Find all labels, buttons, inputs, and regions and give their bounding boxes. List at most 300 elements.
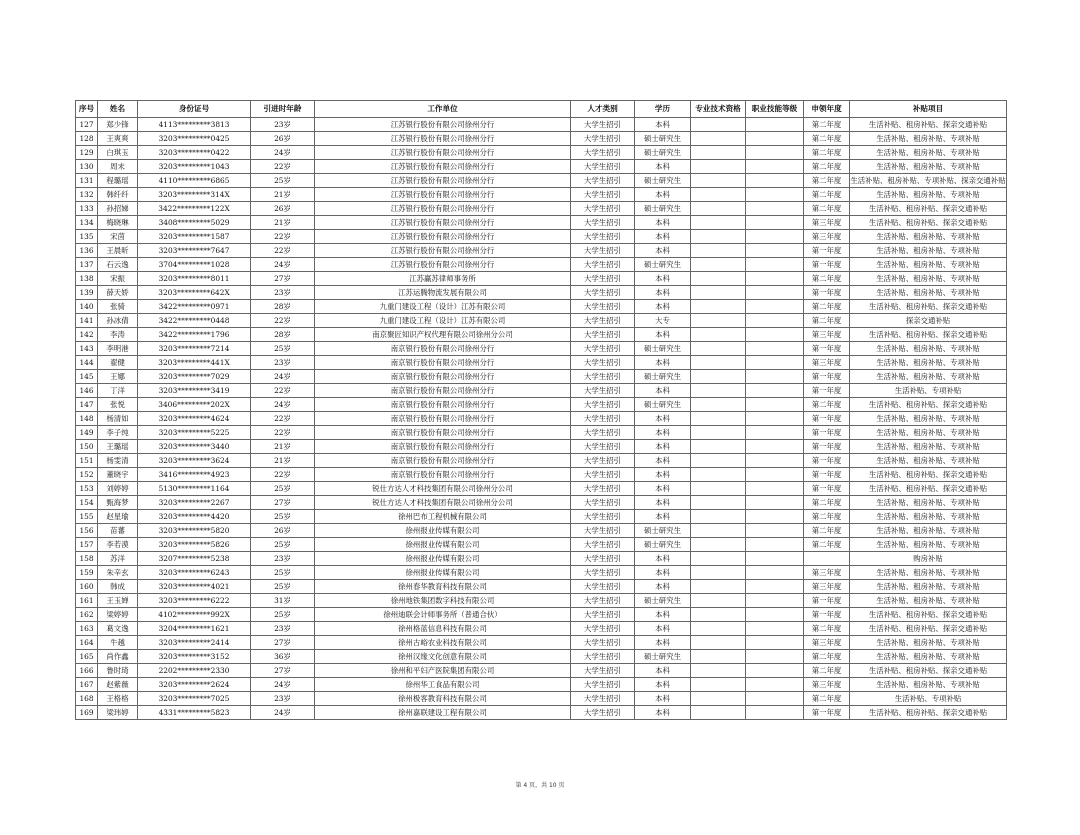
cell-education: 本科 xyxy=(635,440,691,454)
header-talent-category: 人才类别 xyxy=(571,101,635,118)
cell-age: 27岁 xyxy=(251,272,315,286)
cell-talent-category: 大学生招引 xyxy=(571,440,635,454)
cell-skill-level xyxy=(746,538,804,552)
cell-talent-category: 大学生招引 xyxy=(571,580,635,594)
cell-professional-title xyxy=(691,118,746,132)
cell-skill-level xyxy=(746,384,804,398)
cell-age: 25岁 xyxy=(251,342,315,356)
cell-talent-category: 大学生招引 xyxy=(571,412,635,426)
cell-id-number: 3203*********1043 xyxy=(138,160,251,174)
cell-professional-title xyxy=(691,286,746,300)
cell-age: 25岁 xyxy=(251,482,315,496)
cell-apply-year: 第二年度 xyxy=(804,132,850,146)
cell-subsidy-items: 生活补贴、租房补贴、专项补贴 xyxy=(850,538,1007,552)
cell-id-number: 3203*********4021 xyxy=(138,580,251,594)
cell-professional-title xyxy=(691,454,746,468)
cell-subsidy-items: 生活补贴、租房补贴、专项补贴 xyxy=(850,650,1007,664)
cell-talent-category: 大学生招引 xyxy=(571,258,635,272)
cell-professional-title xyxy=(691,314,746,328)
cell-employer: 徐州报业传媒有限公司 xyxy=(315,552,571,566)
subsidy-table xyxy=(75,100,1007,720)
cell-skill-level xyxy=(746,202,804,216)
cell-index: 165 xyxy=(76,650,98,664)
cell-talent-category: 大学生招引 xyxy=(571,118,635,132)
cell-apply-year: 第二年度 xyxy=(804,538,850,552)
cell-index: 158 xyxy=(76,552,98,566)
cell-skill-level xyxy=(746,300,804,314)
cell-index: 140 xyxy=(76,300,98,314)
table-row xyxy=(76,482,1007,496)
cell-professional-title xyxy=(691,692,746,706)
cell-index: 133 xyxy=(76,202,98,216)
cell-index: 153 xyxy=(76,482,98,496)
cell-talent-category: 大学生招引 xyxy=(571,216,635,230)
cell-education: 本科 xyxy=(635,482,691,496)
cell-talent-category: 大学生招引 xyxy=(571,426,635,440)
cell-skill-level xyxy=(746,678,804,692)
cell-index: 127 xyxy=(76,118,98,132)
table-row xyxy=(76,552,1007,566)
cell-age: 26岁 xyxy=(251,202,315,216)
cell-name: 周末 xyxy=(98,160,138,174)
table-row xyxy=(76,160,1007,174)
cell-education: 大专 xyxy=(635,314,691,328)
cell-age: 24岁 xyxy=(251,706,315,720)
cell-age: 24岁 xyxy=(251,146,315,160)
cell-subsidy-items: 生活补贴、租房补贴、专项补贴 xyxy=(850,454,1007,468)
cell-apply-year: 第一年度 xyxy=(804,440,850,454)
cell-index: 141 xyxy=(76,314,98,328)
cell-apply-year: 第二年度 xyxy=(804,524,850,538)
cell-education: 本科 xyxy=(635,216,691,230)
cell-age: 22岁 xyxy=(251,230,315,244)
cell-apply-year: 第一年度 xyxy=(804,608,850,622)
cell-name: 李明港 xyxy=(98,342,138,356)
cell-apply-year: 第三年度 xyxy=(804,356,850,370)
cell-subsidy-items: 生活补贴、租房补贴、专项补贴 xyxy=(850,566,1007,580)
cell-education: 本科 xyxy=(635,706,691,720)
cell-age: 27岁 xyxy=(251,664,315,678)
cell-index: 136 xyxy=(76,244,98,258)
cell-name: 李子纯 xyxy=(98,426,138,440)
cell-professional-title xyxy=(691,538,746,552)
cell-index: 146 xyxy=(76,384,98,398)
cell-index: 155 xyxy=(76,510,98,524)
cell-subsidy-items: 生活补贴、租房补贴、专项补贴 xyxy=(850,286,1007,300)
header-skill-level: 职业技能等级 xyxy=(746,101,804,118)
cell-id-number: 3203*********0425 xyxy=(138,132,251,146)
cell-id-number: 3203*********5826 xyxy=(138,538,251,552)
cell-apply-year: 第二年度 xyxy=(804,174,850,188)
cell-skill-level xyxy=(746,342,804,356)
cell-age: 23岁 xyxy=(251,692,315,706)
table-row xyxy=(76,650,1007,664)
cell-age: 25岁 xyxy=(251,174,315,188)
cell-professional-title xyxy=(691,146,746,160)
cell-apply-year: 第三年度 xyxy=(804,216,850,230)
cell-talent-category: 大学生招引 xyxy=(571,636,635,650)
cell-talent-category: 大学生招引 xyxy=(571,482,635,496)
cell-education: 本科 xyxy=(635,622,691,636)
table-row xyxy=(76,510,1007,524)
cell-professional-title xyxy=(691,300,746,314)
cell-employer: 徐州和平妇产医院集团有限公司 xyxy=(315,664,571,678)
cell-subsidy-items: 生活补贴、租房补贴、专项补贴 xyxy=(850,496,1007,510)
cell-education: 硕士研究生 xyxy=(635,398,691,412)
cell-index: 139 xyxy=(76,286,98,300)
cell-id-number: 3406*********202X xyxy=(138,398,251,412)
cell-skill-level xyxy=(746,174,804,188)
cell-name: 韩纤纤 xyxy=(98,188,138,202)
cell-apply-year: 第二年度 xyxy=(804,160,850,174)
cell-apply-year: 第三年度 xyxy=(804,636,850,650)
table-row xyxy=(76,258,1007,272)
cell-employer: 徐州报业传媒有限公司 xyxy=(315,524,571,538)
cell-talent-category: 大学生招引 xyxy=(571,468,635,482)
cell-name: 牛越 xyxy=(98,636,138,650)
cell-education: 本科 xyxy=(635,510,691,524)
cell-subsidy-items: 生活补贴、租房补贴、专项补贴 xyxy=(850,188,1007,202)
cell-name: 董晓宇 xyxy=(98,468,138,482)
cell-name: 赵紫薇 xyxy=(98,678,138,692)
cell-employer: 南京银行股份有限公司徐州分行 xyxy=(315,398,571,412)
cell-index: 137 xyxy=(76,258,98,272)
cell-professional-title xyxy=(691,664,746,678)
cell-professional-title xyxy=(691,650,746,664)
cell-index: 166 xyxy=(76,664,98,678)
cell-education: 本科 xyxy=(635,692,691,706)
cell-skill-level xyxy=(746,440,804,454)
cell-name: 孙招娣 xyxy=(98,202,138,216)
cell-name: 梁玮婷 xyxy=(98,706,138,720)
cell-education: 本科 xyxy=(635,300,691,314)
cell-name: 杨雯清 xyxy=(98,454,138,468)
cell-skill-level xyxy=(746,356,804,370)
cell-education: 本科 xyxy=(635,412,691,426)
cell-employer: 南京银行股份有限公司徐州分行 xyxy=(315,370,571,384)
cell-education: 本科 xyxy=(635,636,691,650)
cell-education: 硕士研究生 xyxy=(635,342,691,356)
cell-id-number: 3203*********7647 xyxy=(138,244,251,258)
cell-employer: 徐州格蓝信息科技有限公司 xyxy=(315,622,571,636)
cell-apply-year: 第二年度 xyxy=(804,146,850,160)
cell-skill-level xyxy=(746,370,804,384)
table-header-row xyxy=(76,101,1007,118)
cell-subsidy-items: 生活补贴、租房补贴、专项补贴 xyxy=(850,160,1007,174)
cell-apply-year: 第三年度 xyxy=(804,580,850,594)
cell-professional-title xyxy=(691,594,746,608)
cell-skill-level xyxy=(746,692,804,706)
cell-name: 王娜 xyxy=(98,370,138,384)
cell-id-number: 3203*********7029 xyxy=(138,370,251,384)
cell-subsidy-items: 生活补贴、租房补贴、探亲交通补贴 xyxy=(850,706,1007,720)
cell-id-number: 3204*********1621 xyxy=(138,622,251,636)
cell-employer: 徐州汉缘文化创意有限公司 xyxy=(315,650,571,664)
cell-professional-title xyxy=(691,398,746,412)
table-row xyxy=(76,454,1007,468)
cell-professional-title xyxy=(691,328,746,342)
cell-apply-year: 第一年度 xyxy=(804,706,850,720)
cell-talent-category: 大学生招引 xyxy=(571,328,635,342)
cell-index: 163 xyxy=(76,622,98,636)
cell-skill-level xyxy=(746,650,804,664)
cell-skill-level xyxy=(746,454,804,468)
cell-name: 宋茵 xyxy=(98,230,138,244)
cell-index: 148 xyxy=(76,412,98,426)
cell-age: 22岁 xyxy=(251,244,315,258)
cell-id-number: 3704*********1028 xyxy=(138,258,251,272)
cell-name: 赵星瑜 xyxy=(98,510,138,524)
cell-education: 本科 xyxy=(635,384,691,398)
cell-education: 本科 xyxy=(635,188,691,202)
cell-index: 152 xyxy=(76,468,98,482)
cell-talent-category: 大学生招引 xyxy=(571,622,635,636)
cell-subsidy-items: 购房补贴 xyxy=(850,552,1007,566)
cell-talent-category: 大学生招引 xyxy=(571,692,635,706)
cell-index: 130 xyxy=(76,160,98,174)
cell-professional-title xyxy=(691,636,746,650)
cell-id-number: 3203*********7214 xyxy=(138,342,251,356)
cell-age: 36岁 xyxy=(251,650,315,664)
cell-id-number: 3203*********2414 xyxy=(138,636,251,650)
table-row xyxy=(76,174,1007,188)
cell-name: 甄海梦 xyxy=(98,496,138,510)
cell-id-number: 3422*********1796 xyxy=(138,328,251,342)
cell-age: 21岁 xyxy=(251,216,315,230)
cell-age: 22岁 xyxy=(251,160,315,174)
cell-subsidy-items: 生活补贴、租房补贴、专项补贴 xyxy=(850,146,1007,160)
cell-employer: 徐州古峪农业科技有限公司 xyxy=(315,636,571,650)
cell-index: 167 xyxy=(76,678,98,692)
cell-apply-year: 第三年度 xyxy=(804,566,850,580)
cell-id-number: 3203*********4420 xyxy=(138,510,251,524)
cell-age: 26岁 xyxy=(251,524,315,538)
cell-talent-category: 大学生招引 xyxy=(571,552,635,566)
cell-education: 硕士研究生 xyxy=(635,370,691,384)
cell-employer: 徐州极客教育科技有限公司 xyxy=(315,692,571,706)
cell-subsidy-items: 生活补贴、租房补贴、专项补贴 xyxy=(850,510,1007,524)
cell-talent-category: 大学生招引 xyxy=(571,538,635,552)
cell-name: 白琪玉 xyxy=(98,146,138,160)
cell-name: 薛天娇 xyxy=(98,286,138,300)
cell-age: 27岁 xyxy=(251,636,315,650)
cell-education: 本科 xyxy=(635,272,691,286)
table-row xyxy=(76,244,1007,258)
cell-id-number: 3207*********5238 xyxy=(138,552,251,566)
cell-talent-category: 大学生招引 xyxy=(571,510,635,524)
cell-professional-title xyxy=(691,622,746,636)
cell-id-number: 3203*********3624 xyxy=(138,454,251,468)
cell-age: 31岁 xyxy=(251,594,315,608)
cell-index: 131 xyxy=(76,174,98,188)
cell-skill-level xyxy=(746,160,804,174)
cell-name: 程璐瑶 xyxy=(98,174,138,188)
header-name: 姓名 xyxy=(98,101,138,118)
cell-skill-level xyxy=(746,566,804,580)
cell-employer: 锐仕方达人才科技集团有限公司徐州分公司 xyxy=(315,496,571,510)
cell-education: 本科 xyxy=(635,286,691,300)
cell-id-number: 3203*********8011 xyxy=(138,272,251,286)
table-row xyxy=(76,524,1007,538)
table-row xyxy=(76,538,1007,552)
cell-professional-title xyxy=(691,356,746,370)
cell-name: 王晨昕 xyxy=(98,244,138,258)
cell-talent-category: 大学生招引 xyxy=(571,314,635,328)
cell-talent-category: 大学生招引 xyxy=(571,608,635,622)
cell-apply-year: 第一年度 xyxy=(804,286,850,300)
cell-name: 丁洋 xyxy=(98,384,138,398)
cell-subsidy-items: 生活补贴、租房补贴、专项补贴 xyxy=(850,440,1007,454)
cell-talent-category: 大学生招引 xyxy=(571,524,635,538)
cell-subsidy-items: 生活补贴、租房补贴、探亲交通补贴 xyxy=(850,608,1007,622)
cell-skill-level xyxy=(746,664,804,678)
cell-professional-title xyxy=(691,510,746,524)
table-row xyxy=(76,580,1007,594)
cell-subsidy-items: 生活补贴、租房补贴、探亲交通补贴 xyxy=(850,118,1007,132)
header-id-number: 身份证号 xyxy=(138,101,251,118)
cell-age: 24岁 xyxy=(251,258,315,272)
table-row xyxy=(76,286,1007,300)
cell-age: 25岁 xyxy=(251,566,315,580)
cell-professional-title xyxy=(691,468,746,482)
cell-subsidy-items: 生活补贴、租房补贴、专项补贴 xyxy=(850,580,1007,594)
cell-talent-category: 大学生招引 xyxy=(571,650,635,664)
cell-professional-title xyxy=(691,188,746,202)
cell-skill-level xyxy=(746,146,804,160)
cell-employer: 徐州嘉联建设工程有限公司 xyxy=(315,706,571,720)
cell-apply-year: 第二年度 xyxy=(804,188,850,202)
cell-id-number: 3408*********5029 xyxy=(138,216,251,230)
cell-age: 25岁 xyxy=(251,510,315,524)
table-row xyxy=(76,636,1007,650)
cell-id-number: 3422*********122X xyxy=(138,202,251,216)
cell-talent-category: 大学生招引 xyxy=(571,160,635,174)
table-row xyxy=(76,468,1007,482)
cell-professional-title xyxy=(691,230,746,244)
table-row xyxy=(76,300,1007,314)
cell-talent-category: 大学生招引 xyxy=(571,384,635,398)
cell-index: 128 xyxy=(76,132,98,146)
table-row xyxy=(76,412,1007,426)
cell-subsidy-items: 生活补贴、租房补贴、专项补贴 xyxy=(850,426,1007,440)
cell-apply-year: 第二年度 xyxy=(804,272,850,286)
cell-id-number: 4113*********3813 xyxy=(138,118,251,132)
cell-apply-year: 第二年度 xyxy=(804,118,850,132)
cell-employer: 江苏银行股份有限公司徐州分行 xyxy=(315,230,571,244)
cell-talent-category: 大学生招引 xyxy=(571,230,635,244)
cell-subsidy-items: 生活补贴、租房补贴、专项补贴 xyxy=(850,272,1007,286)
table-row xyxy=(76,356,1007,370)
cell-education: 本科 xyxy=(635,468,691,482)
cell-subsidy-items: 生活补贴、租房补贴、专项补贴 xyxy=(850,132,1007,146)
cell-education: 本科 xyxy=(635,678,691,692)
cell-talent-category: 大学生招引 xyxy=(571,370,635,384)
cell-professional-title xyxy=(691,580,746,594)
cell-age: 25岁 xyxy=(251,538,315,552)
table-row xyxy=(76,622,1007,636)
cell-index: 149 xyxy=(76,426,98,440)
cell-subsidy-items: 生活补贴、租房补贴、专项补贴 xyxy=(850,342,1007,356)
cell-name: 孙冰倩 xyxy=(98,314,138,328)
cell-professional-title xyxy=(691,174,746,188)
cell-employer: 南京聚匠知识产权代理有限公司徐州分公司 xyxy=(315,328,571,342)
cell-subsidy-items: 生活补贴、租房补贴、专项补贴 xyxy=(850,678,1007,692)
cell-professional-title xyxy=(691,384,746,398)
cell-name: 王爽爽 xyxy=(98,132,138,146)
cell-age: 21岁 xyxy=(251,440,315,454)
cell-education: 本科 xyxy=(635,356,691,370)
cell-subsidy-items: 生活补贴、租房补贴、专项补贴 xyxy=(850,370,1007,384)
cell-age: 22岁 xyxy=(251,412,315,426)
cell-index: 161 xyxy=(76,594,98,608)
cell-education: 硕士研究生 xyxy=(635,174,691,188)
cell-age: 24岁 xyxy=(251,370,315,384)
cell-employer: 南京银行股份有限公司徐州分行 xyxy=(315,440,571,454)
cell-name: 朱辛玄 xyxy=(98,566,138,580)
cell-subsidy-items: 生活补贴、专项补贴 xyxy=(850,692,1007,706)
cell-id-number: 4331*********5823 xyxy=(138,706,251,720)
cell-employer: 江苏赢苏律师事务所 xyxy=(315,272,571,286)
cell-index: 157 xyxy=(76,538,98,552)
cell-talent-category: 大学生招引 xyxy=(571,496,635,510)
cell-id-number: 3422*********0971 xyxy=(138,300,251,314)
cell-apply-year: 第三年度 xyxy=(804,328,850,342)
cell-employer: 江苏银行股份有限公司徐州分行 xyxy=(315,188,571,202)
cell-talent-category: 大学生招引 xyxy=(571,664,635,678)
cell-id-number: 4102*********992X xyxy=(138,608,251,622)
cell-education: 本科 xyxy=(635,580,691,594)
table-row xyxy=(76,328,1007,342)
cell-education: 本科 xyxy=(635,664,691,678)
header-education: 学历 xyxy=(635,101,691,118)
cell-name: 苏洋 xyxy=(98,552,138,566)
cell-age: 21岁 xyxy=(251,454,315,468)
cell-index: 138 xyxy=(76,272,98,286)
cell-id-number: 3203*********642X xyxy=(138,286,251,300)
cell-name: 尚作鑫 xyxy=(98,650,138,664)
cell-apply-year: 第二年度 xyxy=(804,398,850,412)
cell-age: 25岁 xyxy=(251,580,315,594)
cell-id-number: 3416*********4923 xyxy=(138,468,251,482)
cell-talent-category: 大学生招引 xyxy=(571,300,635,314)
cell-skill-level xyxy=(746,552,804,566)
cell-apply-year: 第一年度 xyxy=(804,468,850,482)
table-row xyxy=(76,440,1007,454)
cell-employer: 徐州报业传媒有限公司 xyxy=(315,566,571,580)
cell-professional-title xyxy=(691,272,746,286)
cell-id-number: 3203*********4624 xyxy=(138,412,251,426)
cell-professional-title xyxy=(691,566,746,580)
table-row xyxy=(76,692,1007,706)
cell-skill-level xyxy=(746,216,804,230)
cell-apply-year: 第二年度 xyxy=(804,622,850,636)
cell-id-number: 3422*********0448 xyxy=(138,314,251,328)
cell-name: 葛文逸 xyxy=(98,622,138,636)
cell-index: 129 xyxy=(76,146,98,160)
cell-subsidy-items: 生活补贴、租房补贴、专项补贴 xyxy=(850,356,1007,370)
header-employer: 工作单位 xyxy=(315,101,571,118)
header-age: 引进时年龄 xyxy=(251,101,315,118)
cell-employer: 江苏银行股份有限公司徐州分行 xyxy=(315,146,571,160)
cell-talent-category: 大学生招引 xyxy=(571,146,635,160)
cell-apply-year: 第二年度 xyxy=(804,202,850,216)
cell-age: 28岁 xyxy=(251,328,315,342)
cell-name: 张骑 xyxy=(98,300,138,314)
cell-name: 王格格 xyxy=(98,692,138,706)
cell-index: 143 xyxy=(76,342,98,356)
cell-name: 王璐瑶 xyxy=(98,440,138,454)
cell-subsidy-items: 生活补贴、租房补贴、探亲交通补贴 xyxy=(850,482,1007,496)
